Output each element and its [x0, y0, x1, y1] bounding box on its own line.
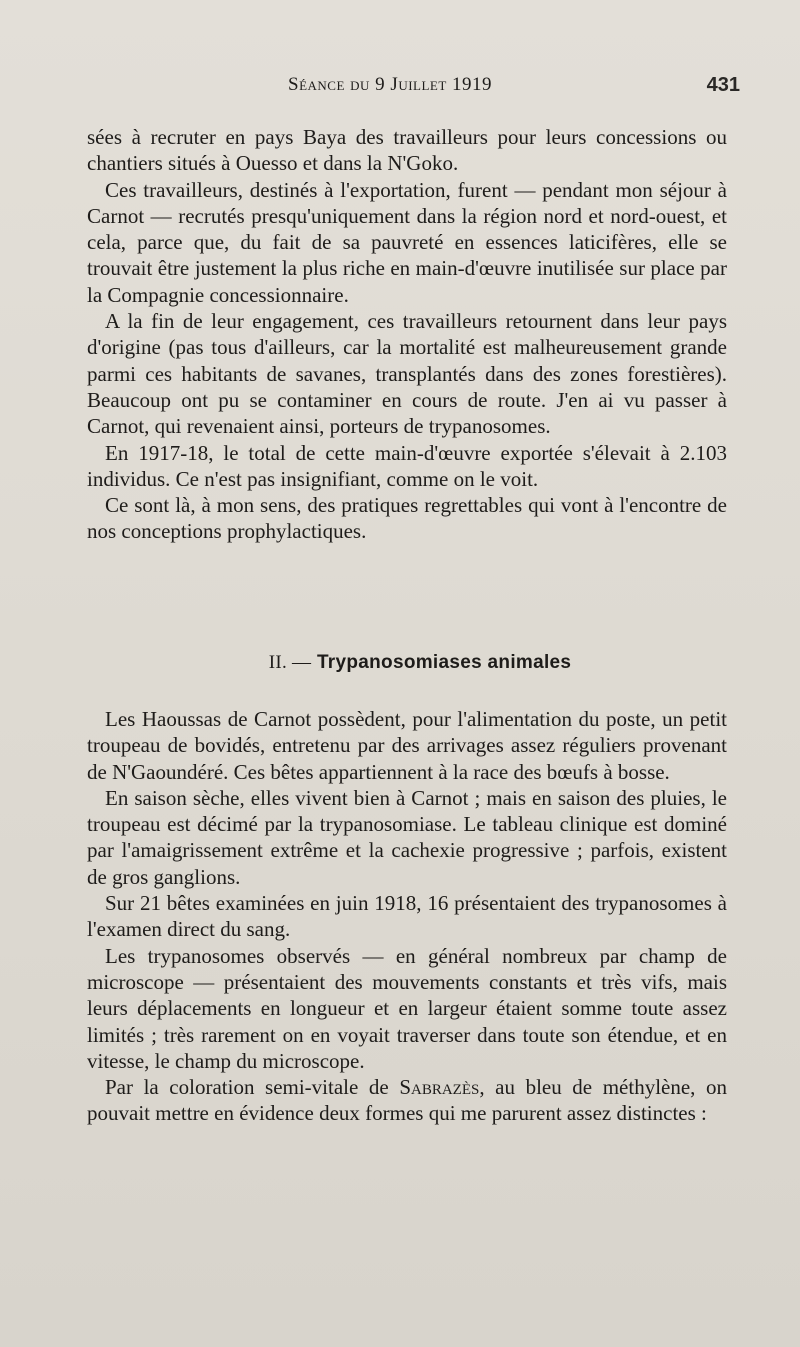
paragraph: sées à recruter en pays Baya des travailleurs pour leurs concessions ou chantiers situés à Ouesso et dans la N'Goko. [87, 125, 727, 176]
paragraph: Ces travailleurs, destinés à l'exportation, furent — pendant mon séjour à Carnot — recrutés presqu'uniquement dans la région nord et nord-ouest, et cela, parce que, du fait de sa pauvreté en essences laticifères, elle se trouvait être justement la plus riche en main-d'œuvre inutilisée sur place par la Compagnie concessionnaire. [87, 177, 727, 307]
section-number: II. — [268, 652, 312, 673]
paragraph: A la fin de leur engagement, ces travailleurs retournent dans leur pays d'origine (pas tous d'ailleurs, car la mortalité est malheureusement grande parmi ces habitants de savanes, transplantés dans des zones forestières). Beaucoup ont pu se contaminer en cours de route. J'en ai vu passer à Carnot, qui revenaient ainsi, porteurs de trypanosomes. [87, 309, 727, 439]
text-run: , au bleu de méthylène, on pouvait mettre en évidence deux formes qui me parurent assez distinctes : [87, 1075, 727, 1126]
paragraph: En saison sèche, elles vivent bien à Carnot ; mais en saison des pluies, le troupeau est décimé par la trypanosomiase. Le tableau clinique est dominé par l'amaigrissement extrême et la cachexie progressive ; parfois, existent de gros ganglions. [87, 785, 727, 889]
running-head: Séance du 9 Juillet 1919 [288, 74, 493, 95]
author-name: Sabrazès [399, 1075, 480, 1100]
page-header [100, 74, 740, 104]
paragraph: En 1917-18, le total de cette main-d'œuvre exportée s'élevait à 2.103 individus. Ce n'est pas insignifiant, comme on le voit. [87, 440, 727, 491]
paragraph [87, 1074, 727, 1127]
section-heading [100, 652, 740, 674]
section-title: Trypanosomiases animales [316, 652, 572, 673]
page-number: 431 [706, 74, 740, 96]
text-block-1 [87, 124, 727, 545]
paragraph: Les trypanosomes observés — en général nombreux par champ de microscope — présentaient des mouvements constants et très vifs, mais leurs déplacements en longueur et en largeur étaient somme toute assez limités ; très rarement on en voyait traverser dans toute son étendue, et en vitesse, le champ du microscope. [87, 943, 727, 1073]
text-run: Par la coloration semi-vitale de [105, 1075, 400, 1100]
paragraph: Ce sont là, à mon sens, des pratiques regrettables qui vont à l'encontre de nos conceptions prophylactiques. [87, 493, 727, 544]
text-block-2 [87, 706, 727, 1127]
paragraph: Sur 21 bêtes examinées en juin 1918, 16 présentaient des trypanosomes à l'examen direct du sang. [87, 891, 727, 942]
paragraph: Les Haoussas de Carnot possèdent, pour l'alimentation du poste, un petit troupeau de bovidés, entretenu par des arrivages assez réguliers provenant de N'Gaoundéré. Ces bêtes appartiennent à la race des bœufs à bosse. [87, 707, 727, 784]
